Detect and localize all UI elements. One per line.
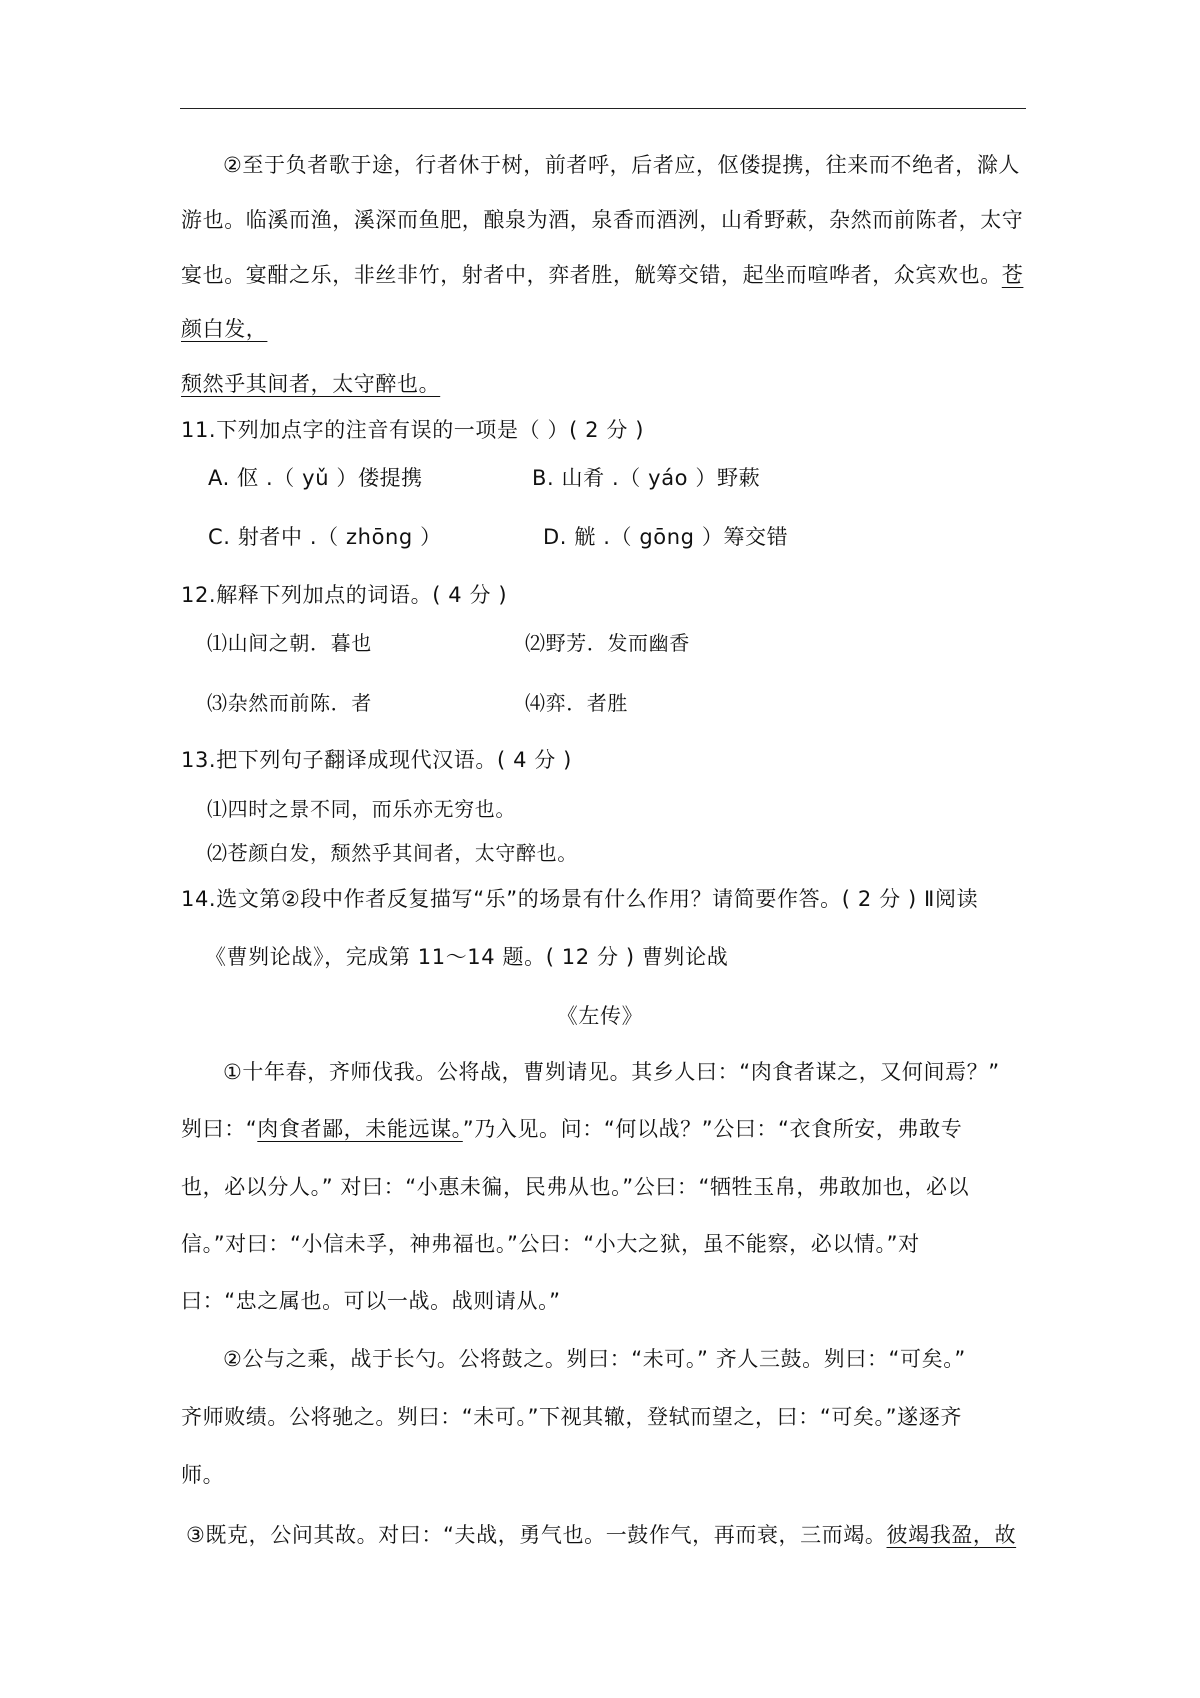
passage1-p2-line3 <box>181 260 1023 290</box>
passage1-p2-line5 <box>181 369 440 399</box>
q13-stem: 13.把下列句子翻译成现代汉语。( 4 分 ) <box>181 748 572 772</box>
passage1-p2-line1: ②至于负者歌于途，行者休于树，前者呼，后者应，伛偻提携，往来而不绝者，滁人 <box>223 153 1021 177</box>
passage2-p1-line4: 信。”对曰：“小信未孚，神弗福也。”公曰：“小大之狱，虽不能察，必以情。”对 <box>181 1232 920 1256</box>
q11-stem: 11.下列加点字的注音有误的一项是（ ）( 2 分 ) <box>181 418 645 442</box>
underlined-text: 颓然乎其间者，太守醉也。 <box>181 372 441 396</box>
q12-item-4: ⑷弈．者胜 <box>525 691 628 715</box>
passage2-p1-line2-a: 刿曰：“ <box>181 1117 258 1141</box>
underlined-text: 彼竭我盈，故 <box>886 1523 1017 1547</box>
passage2-p2-line3: 师。 <box>181 1463 225 1487</box>
q11-option-c: C. 射者中 .（ zhōng ） <box>208 525 442 549</box>
q12-item-3: ⑶杂然而前陈．者 <box>207 691 372 715</box>
q14-stem: 14.选文第②段中作者反复描写“乐”的场景有什么作用？请简要作答。( 2 分 ) Ⅱ阅读 <box>181 887 979 911</box>
passage2-p1-line5: 曰：“忠之属也。可以一战。战则请从。” <box>181 1289 561 1313</box>
passage2-p1-line2 <box>181 1114 962 1144</box>
passage2-p1-line3: 也，必以分人。” 对曰：“小惠未徧，民弗从也。”公曰：“牺牲玉帛，弗敢加也，必以 <box>181 1175 970 1199</box>
passage2-p2-line2: 齐师败绩。公将驰之。刿曰：“未可。”下视其辙，登轼而望之，曰：“可矣。”遂逐齐 <box>181 1405 962 1429</box>
q11-option-b: B. 山肴 .（ yáo ）野蔌 <box>532 466 761 490</box>
q11-option-a: A. 伛 .（ yǔ ）偻提携 <box>208 466 423 490</box>
passage2-source: 《左传》 <box>556 1004 644 1028</box>
q14-stem-line2: 《曹刿论战》，完成第 11～14 题。( 12 分 ) 曹刿论战 <box>205 945 729 969</box>
header-rule <box>180 108 1026 109</box>
q12-item-1: ⑴山间之朝．暮也 <box>207 631 372 655</box>
q12-item-2: ⑵野芳．发而幽香 <box>525 631 690 655</box>
underlined-text: 颜白发， <box>181 317 268 341</box>
q11-option-d: D. 觥 .（ gōng ）筹交错 <box>543 525 789 549</box>
passage2-p1-line2-b: ”乃入见。问：“何以战？”公曰：“衣食所安，弗敢专 <box>462 1117 963 1141</box>
q13-item-2: ⑵苍颜白发，颓然乎其间者，太守醉也。 <box>207 841 578 865</box>
passage2-p2-line1: ②公与之乘，战于长勺。公将鼓之。刿曰：“未可。” 齐人三鼓。刿曰：“可矣。” <box>223 1347 966 1371</box>
passage2-p1-line1: ①十年春，齐师伐我。公将战，曹刿请见。其乡人曰：“肉食者谋之，又何间焉？” <box>223 1060 1000 1084</box>
q12-stem: 12.解释下列加点的词语。( 4 分 ) <box>181 583 508 607</box>
underlined-text: 肉食者鄙，未能远谋。 <box>257 1117 463 1141</box>
underlined-text: 苍 <box>1001 263 1024 287</box>
passage2-p3-line1-text: ③既克，公问其故。对曰：“夫战，勇气也。一鼓作气，再而衰，三而竭。 <box>186 1523 887 1547</box>
passage1-p2-line3-text: 宴也。宴酣之乐，非丝非竹，射者中，弈者胜，觥筹交错，起坐而喧哗者，众宾欢也。 <box>181 263 1002 287</box>
passage1-p2-line4 <box>181 314 267 344</box>
passage2-p3-line1 <box>186 1520 1016 1550</box>
passage1-p2-line2: 游也。临溪而渔，溪深而鱼肥，酿泉为酒，泉香而酒洌，山肴野蔌，杂然而前陈者，太守 <box>181 208 1024 232</box>
q13-item-1: ⑴四时之景不同，而乐亦无穷也。 <box>207 797 516 821</box>
